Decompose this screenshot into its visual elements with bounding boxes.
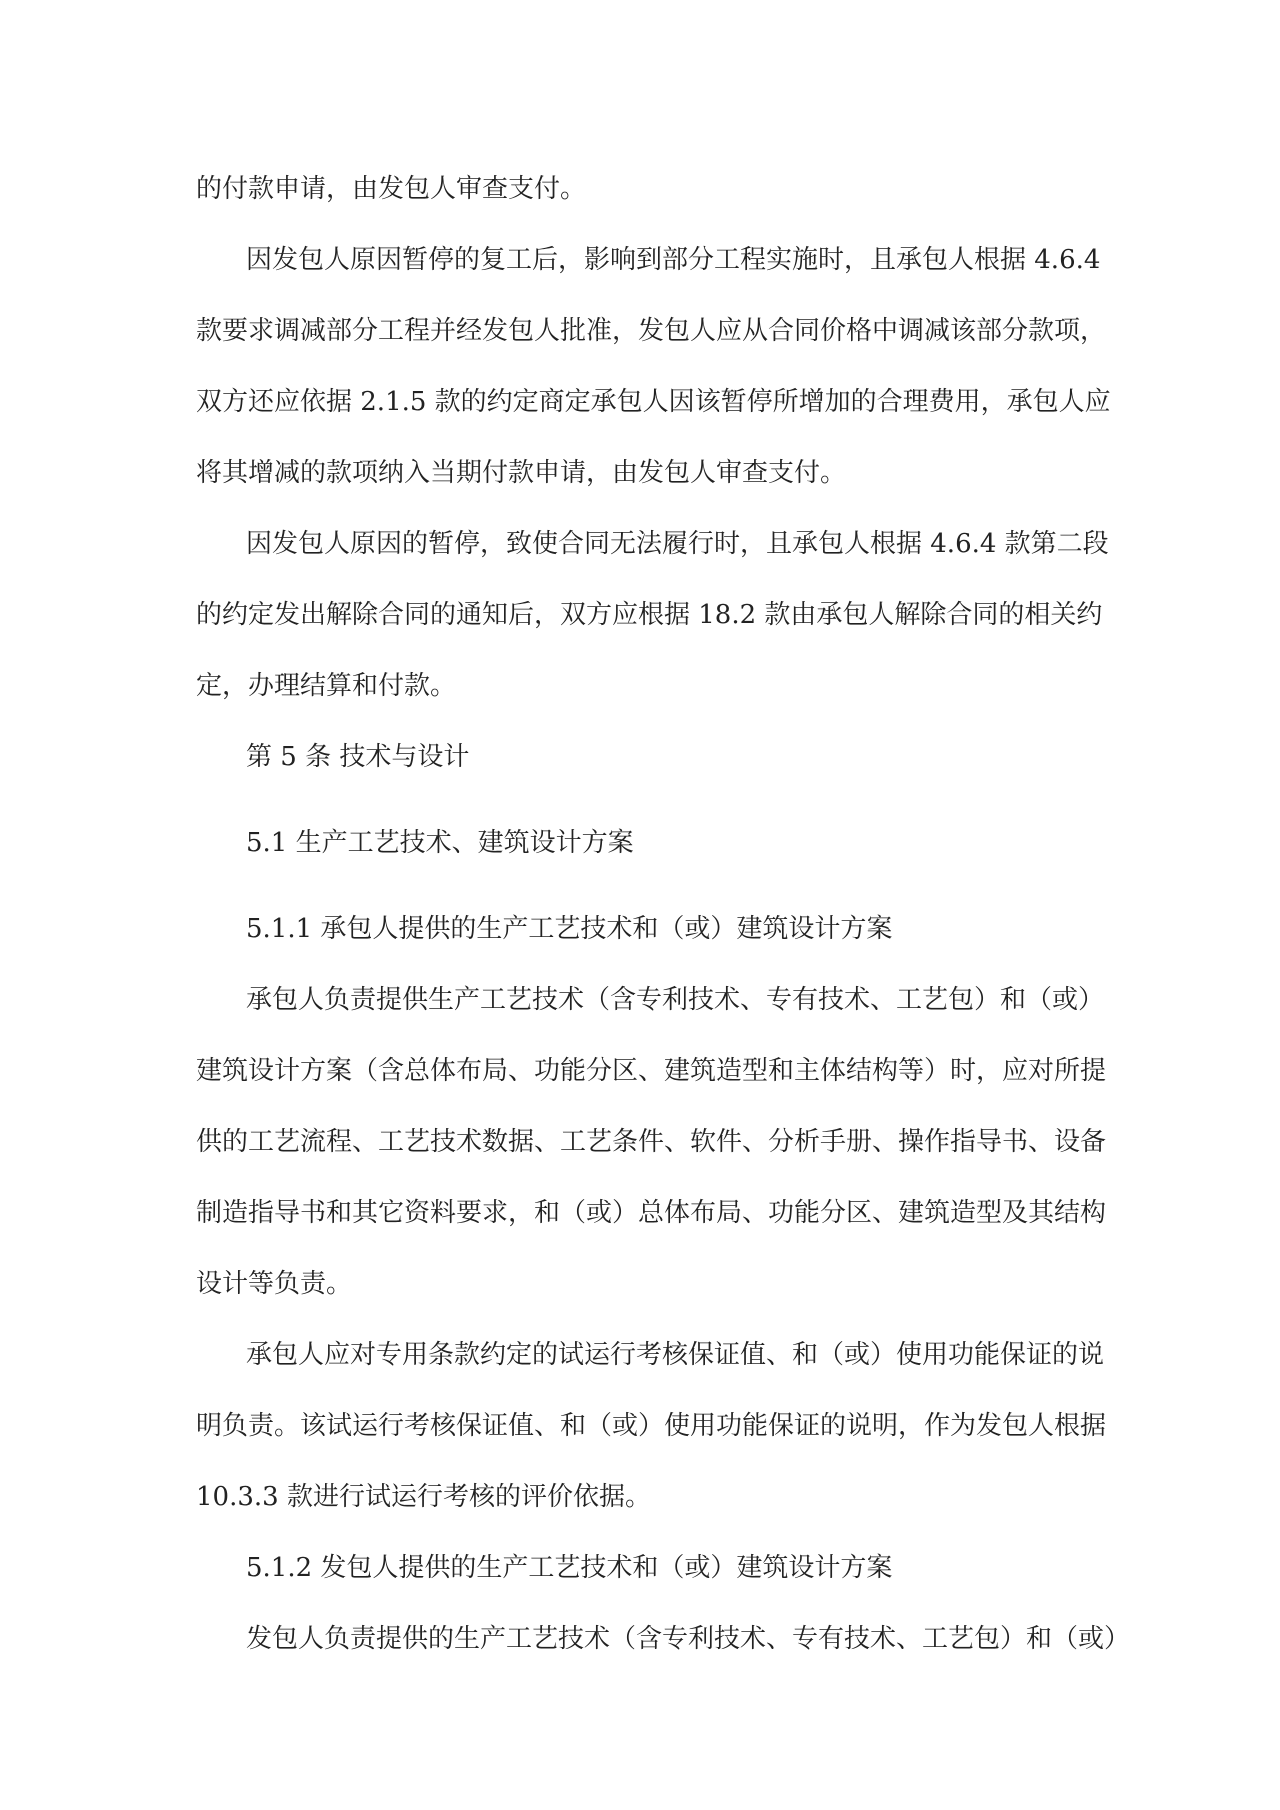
paragraph-line: 10.3.3 款进行试运行考核的评价依据。: [196, 1482, 651, 1512]
subsection-heading: 5.1.2 发包人提供的生产工艺技术和（或）建筑设计方案: [246, 1553, 893, 1583]
paragraph-line: 明负责。该试运行考核保证值、和（或）使用功能保证的说明，作为发包人根据: [196, 1411, 1107, 1441]
paragraph-line: 款要求调减部分工程并经发包人批准，发包人应从合同价格中调减该部分款项，: [196, 316, 1107, 346]
paragraph-line: 设计等负责。: [196, 1269, 353, 1299]
paragraph-line: 供的工艺流程、工艺技术数据、工艺条件、软件、分析手册、操作指导书、设备: [196, 1127, 1107, 1157]
paragraph-line: 因发包人原因暂停的复工后，影响到部分工程实施时，且承包人根据 4.6.4: [246, 245, 1101, 275]
paragraph-line: 承包人负责提供生产工艺技术（含专利技术、专有技术、工艺包）和（或）: [246, 985, 1105, 1015]
paragraph-line: 将其增减的款项纳入当期付款申请，由发包人审查支付。: [196, 458, 847, 488]
section-heading: 第 5 条 技术与设计: [246, 742, 470, 772]
subsection-heading: 5.1 生产工艺技术、建筑设计方案: [246, 828, 634, 858]
subsection-heading: 5.1.1 承包人提供的生产工艺技术和（或）建筑设计方案: [246, 914, 893, 944]
paragraph-line: 双方还应依据 2.1.5 款的约定商定承包人因该暂停所增加的合理费用，承包人应: [196, 387, 1111, 417]
paragraph-line: 制造指导书和其它资料要求，和（或）总体布局、功能分区、建筑造型及其结构: [196, 1198, 1107, 1228]
paragraph-line: 建筑设计方案（含总体布局、功能分区、建筑造型和主体结构等）时，应对所提: [196, 1056, 1107, 1086]
paragraph-line: 承包人应对专用条款约定的试运行考核保证值、和（或）使用功能保证的说: [246, 1340, 1105, 1370]
paragraph-line: 的约定发出解除合同的通知后，双方应根据 18.2 款由承包人解除合同的相关约: [196, 600, 1103, 630]
paragraph-line: 发包人负责提供的生产工艺技术（含专利技术、专有技术、工艺包）和（或）: [246, 1624, 1131, 1654]
paragraph-line: 的付款申请，由发包人审查支付。: [196, 174, 587, 204]
paragraph-line: 定，办理结算和付款。: [196, 671, 457, 701]
paragraph-line: 因发包人原因的暂停，致使合同无法履行时，且承包人根据 4.6.4 款第二段: [246, 529, 1109, 559]
